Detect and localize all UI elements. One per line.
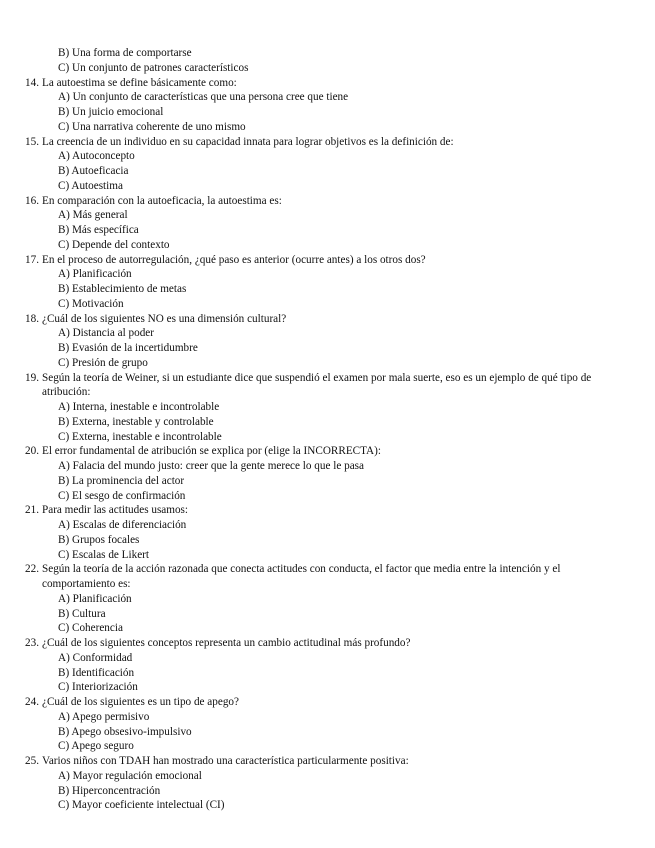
option-line: B) Identificación bbox=[58, 666, 135, 679]
option-line: C) Presión de grupo bbox=[58, 356, 148, 369]
question-stem bbox=[0, 371, 635, 401]
option-line: A) Distancia al poder bbox=[58, 327, 154, 340]
option-line: B) Evasión de la incertidumbre bbox=[58, 342, 198, 354]
question-block bbox=[0, 562, 635, 636]
option-line: C) Coherencia bbox=[58, 622, 123, 635]
question-stem bbox=[0, 444, 635, 459]
question-text: Según la teoría de la acción razonada que conecta actitudes con conducta, el factor que media entre la intención y el comportamiento es: bbox=[42, 563, 561, 590]
question-block bbox=[0, 503, 635, 562]
option-line: C) Una narrativa coherente de uno mismo bbox=[58, 120, 246, 133]
question-text: Según la teoría de Weiner, si un estudiante dice que suspendió el examen por mala suerte, eso es un ejemplo de qué tipo de atribución: bbox=[42, 371, 592, 399]
option-line: C) Escalas de Likert bbox=[58, 548, 150, 561]
option-line: A) Planificación bbox=[58, 268, 132, 281]
option-line: C) Mayor coeficiente intelectual (CI) bbox=[58, 799, 225, 812]
question-stem bbox=[0, 194, 635, 209]
question-block bbox=[0, 194, 635, 253]
option-line: B) Más específica bbox=[58, 224, 139, 236]
question-text: La creencia de un individuo en su capacidad innata para lograr objetivos es la definición de: bbox=[42, 135, 454, 148]
question-number: 17. bbox=[25, 253, 39, 266]
option-line: C) Autoestima bbox=[58, 179, 123, 192]
question-block bbox=[0, 253, 635, 312]
question-number: 19. bbox=[25, 371, 39, 384]
option-line: A) Más general bbox=[58, 209, 128, 222]
question-list bbox=[0, 76, 635, 814]
question-text: En el proceso de autorregulación, ¿qué paso es anterior (ocurre antes) a los otros dos? bbox=[42, 253, 426, 266]
option-line: C) Externa, inestable e incontrolable bbox=[58, 430, 222, 443]
option-line: B) Hiperconcentración bbox=[58, 784, 161, 797]
question-number: 16. bbox=[25, 194, 39, 207]
question-stem bbox=[0, 562, 635, 592]
question-number: 25. bbox=[25, 755, 39, 767]
question-number: 15. bbox=[25, 135, 39, 148]
option-line: B) Una forma de comportarse bbox=[58, 47, 192, 59]
option-line: B) Externa, inestable y controlable bbox=[58, 415, 214, 428]
question-stem bbox=[0, 253, 635, 268]
option-line: A) Escalas de diferenciación bbox=[58, 519, 187, 531]
question-number: 18. bbox=[25, 312, 39, 325]
option-line: A) Planificación bbox=[58, 592, 132, 605]
option-line: B) Cultura bbox=[58, 607, 106, 620]
question-text: ¿Cuál de los siguientes NO es una dimensión cultural? bbox=[42, 312, 287, 325]
question-number: 14. bbox=[25, 76, 39, 89]
question-stem bbox=[0, 636, 635, 651]
question-block bbox=[0, 695, 635, 754]
question-text: Varios niños con TDAH han mostrado una característica particularmente positiva: bbox=[42, 755, 409, 767]
question-number: 21. bbox=[25, 504, 39, 517]
option-line: B) La prominencia del actor bbox=[58, 474, 185, 487]
option-line: C) Apego seguro bbox=[58, 740, 134, 753]
question-number: 24. bbox=[25, 696, 39, 708]
question-block bbox=[0, 135, 635, 194]
question-text: Para medir las actitudes usamos: bbox=[42, 504, 189, 517]
option-line: B) Grupos focales bbox=[58, 533, 140, 546]
question-text: La autoestima se define básicamente como: bbox=[42, 76, 237, 89]
option-line: B) Un juicio emocional bbox=[58, 106, 164, 118]
question-block bbox=[0, 754, 635, 813]
option-line: A) Autoconcepto bbox=[58, 150, 135, 163]
question-block bbox=[0, 371, 635, 445]
option-line: C) Interiorización bbox=[58, 681, 138, 694]
option-line: B) Apego obsesivo-impulsivo bbox=[58, 725, 192, 738]
option-line: A) Interna, inestable e incontrolable bbox=[58, 401, 220, 413]
option-line: A) Conformidad bbox=[58, 651, 133, 664]
question-stem bbox=[0, 76, 635, 91]
question-stem bbox=[0, 135, 635, 150]
question-number: 23. bbox=[25, 637, 39, 649]
option-line: A) Apego permisivo bbox=[58, 710, 150, 723]
option-line: A) Un conjunto de características que una persona cree que tiene bbox=[58, 91, 349, 104]
option-line: C) Depende del contexto bbox=[58, 238, 170, 251]
question-block bbox=[0, 76, 635, 135]
option-line: C) Motivación bbox=[58, 297, 124, 310]
question-number: 20. bbox=[25, 445, 39, 458]
question-block bbox=[0, 312, 635, 371]
question-stem bbox=[0, 503, 635, 518]
question-text: ¿Cuál de los siguientes es un tipo de apego? bbox=[42, 696, 239, 708]
question-stem bbox=[0, 754, 635, 769]
question-stem bbox=[0, 695, 635, 710]
question-block bbox=[0, 444, 635, 503]
option-line: C) Un conjunto de patrones característicos bbox=[58, 61, 249, 74]
question-text: En comparación con la autoeficacia, la autoestima es: bbox=[42, 194, 282, 207]
option-line: C) El sesgo de confirmación bbox=[58, 489, 186, 502]
option-line: A) Mayor regulación emocional bbox=[58, 769, 202, 782]
option-line: B) Autoeficacia bbox=[58, 165, 129, 177]
option-line: B) Establecimiento de metas bbox=[58, 283, 187, 295]
question-stem bbox=[0, 312, 635, 327]
option-line: A) Falacia del mundo justo: creer que la gente merece lo que le pasa bbox=[58, 460, 364, 472]
question-text: El error fundamental de atribución se explica por (elige la INCORRECTA): bbox=[42, 445, 381, 458]
question-text: ¿Cuál de los siguientes conceptos representa un cambio actitudinal más profundo? bbox=[42, 637, 411, 649]
question-block bbox=[0, 636, 635, 695]
question-number: 22. bbox=[25, 563, 39, 576]
